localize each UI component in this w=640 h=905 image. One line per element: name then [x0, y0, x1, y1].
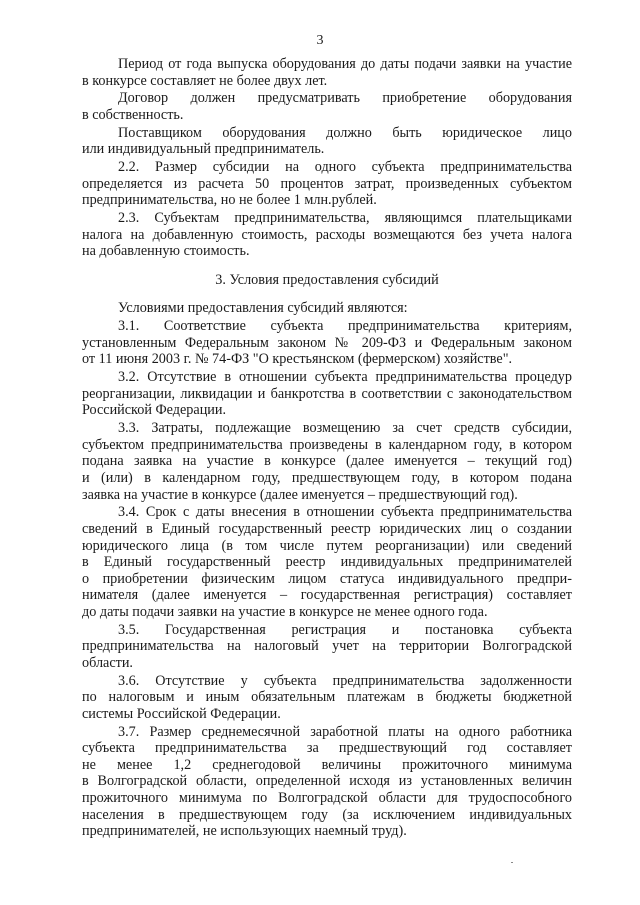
text-line: от 11 июня 2003 г. № 74-ФЗ "О крестьянском (фермерском) хозяйстве". [82, 351, 513, 368]
paragraph [82, 673, 572, 723]
text-line: 3.4. Срок с даты внесения в отношении субъекта предпринимательства [118, 504, 572, 521]
text-line: по налоговым и иным обязательным платежам в бюджеты бюджетной [82, 689, 572, 706]
text-line: 3.1. Соответствие субъекта предпринимательства критериям, [118, 318, 572, 335]
text-line: подана заявка на участие в конкурсе (далее именуется – текущий год) [82, 453, 572, 470]
text-line: 3.2. Отсутствие в отношении субъекта предпринимательства процедур [118, 369, 572, 386]
text-line: до даты подачи заявки на участие в конкурсе не менее одного года. [82, 603, 488, 620]
text-line: заявка на участие в конкурсе (далее именуется – предшествующий год). [82, 486, 518, 503]
text-line: или индивидуальный предприниматель. [82, 141, 325, 158]
paragraph [82, 504, 572, 620]
paragraphs-before-heading [82, 56, 572, 260]
paragraph [82, 125, 572, 158]
text-line: 3.5. Государственная регистрация и постановка субъекта [118, 621, 572, 638]
text-line: Период от года выпуска оборудования до даты подачи заявки на участие [118, 56, 572, 72]
paragraph [82, 159, 572, 209]
text-line: не менее 1,2 среднегодовой величины прожиточного минимума [82, 756, 572, 773]
text-line: юридического лица (в том числе путем реорганизации) или сведений [82, 537, 572, 554]
paragraph [82, 210, 572, 260]
text-line: налога на добавленную стоимость, расходы возмещаются без учета налога [82, 226, 572, 243]
text-line: о приобретении физическим лицом статуса индивидуального предпри- [82, 570, 572, 587]
text-line: 3.6. Отсутствие у субъекта предпринимательства задолженности [118, 672, 572, 689]
text-line: субъекта предпринимательства за предшествующий год составляет [82, 740, 572, 757]
paragraph [82, 318, 572, 368]
paragraphs-after-heading [82, 300, 572, 839]
text-line: области. [82, 654, 133, 671]
document-body [82, 56, 572, 841]
paragraph [82, 300, 572, 317]
text-line: системы Российской Федерации. [82, 705, 281, 722]
text-line: субъектом предпринимательства произведены в календарном году, в котором [82, 436, 572, 453]
text-line: в конкурсе составляет не более двух лет. [82, 72, 328, 89]
text-line: прожиточного минимума по Волгоградской области для трудоспособного [82, 790, 572, 806]
paragraph [82, 90, 572, 123]
text-line: 2.2. Размер субсидии на одного субъекта предпринимательства [118, 159, 572, 176]
paragraph [82, 56, 572, 89]
text-line: Российской Федерации. [82, 402, 227, 419]
text-line: Поставщиком оборудования должно быть юридическое лицо [118, 124, 572, 141]
text-line: установленным Федеральным законом № 209-ФЗ и Федеральным законом [82, 334, 572, 351]
text-line: 3.3. Затраты, подлежащие возмещению за счет средств субсидии, [118, 420, 572, 437]
text-line: Договор должен предусматривать приобретение оборудования [118, 90, 572, 107]
text-line: населения в предшествующем году (за исключением индивидуальных [82, 806, 572, 823]
text-line: и (или) в календарном году, предшествующем году, в котором подана [82, 469, 572, 486]
text-line: предпринимательства, но не более 1 млн.рублей. [82, 192, 377, 209]
paragraph [82, 724, 572, 840]
text-line: сведений в Единый государственный реестр юридических лиц о создании [82, 520, 572, 537]
text-line: предпринимательства на налоговый учет на территории Волгоградской [82, 638, 572, 655]
paragraph [82, 420, 572, 503]
text-line: реорганизации, ликвидации и банкротства в соответствии с законодательством [82, 385, 572, 402]
text-line: 3.7. Размер среднемесячной заработной платы на одного работника [118, 723, 572, 740]
text-line: в собственность. [82, 106, 184, 123]
scan-artifact [511, 862, 513, 863]
text-line: в Единый государственный реестр индивидуальных предпринимателей [82, 554, 572, 571]
text-line: на добавленную стоимость. [82, 243, 250, 260]
text-line: определяется из расчета 50 процентов затрат, произведенных субъектом [82, 175, 572, 192]
text-line: нимателя (далее именуется – государственная регистрация) составляет [82, 587, 572, 604]
page-number: 3 [316, 33, 324, 48]
text-line: в Волгоградской области, определенной исходя из установленных величин [82, 773, 572, 790]
text-line: Условиями предоставления субсидий являются: [118, 300, 408, 317]
section-heading: 3. Условия предоставления субсидий [215, 271, 439, 288]
text-line: 2.3. Субъектам предпринимательства, являющимся плательщиками [118, 210, 572, 227]
paragraph [82, 622, 572, 672]
text-line: предпринимателей, не использующих наемный труд). [82, 823, 407, 840]
paragraph [82, 369, 572, 419]
